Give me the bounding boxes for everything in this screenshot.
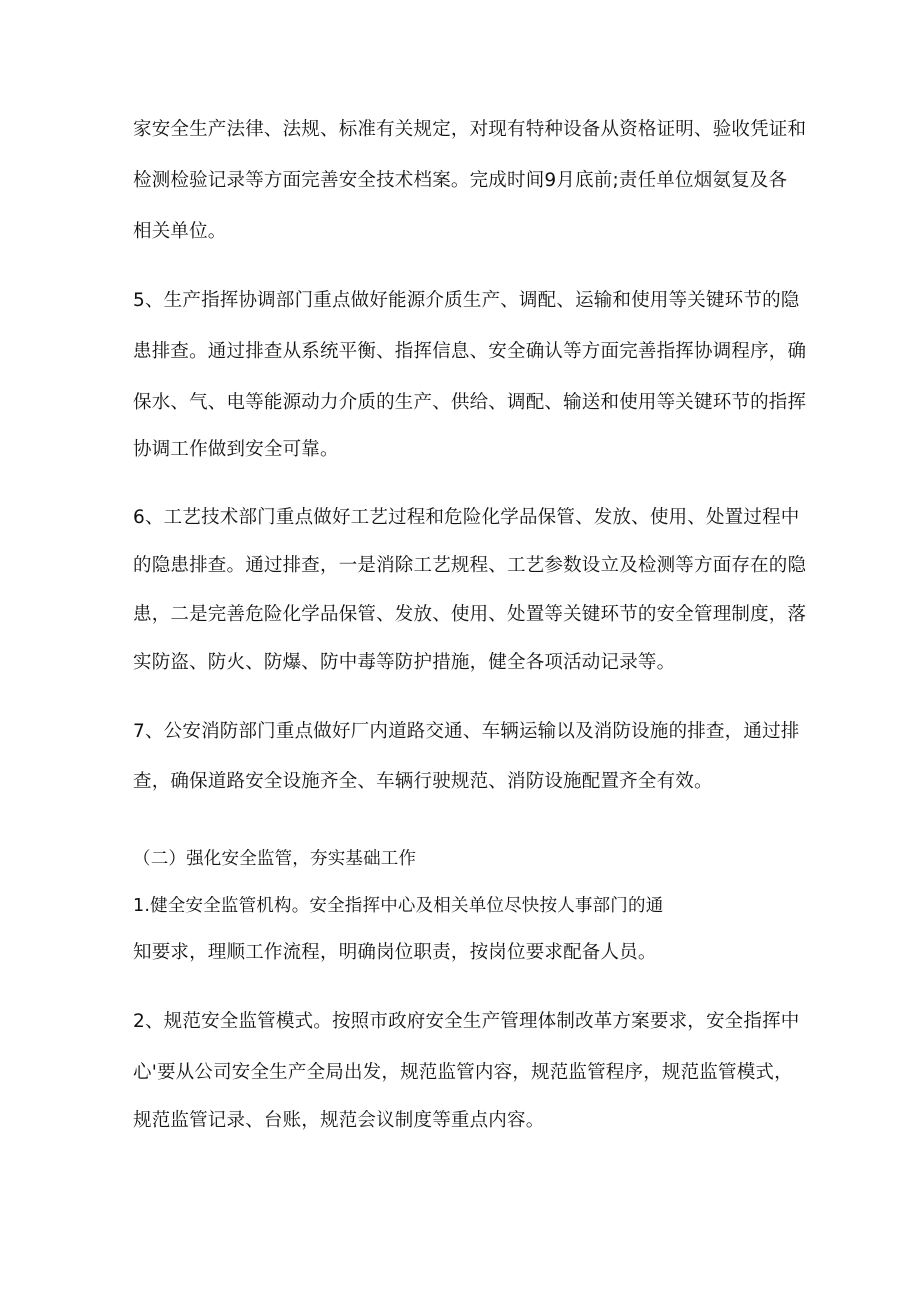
paragraph-5-line-1: 5、生产指挥协调部门重点做好能源介质生产、调配、运输和使用等关键环节的隐: [133, 290, 800, 311]
paragraph-4-line-1: 家安全生产法律、法规、标准有关规定，对现有特种设备从资格证明、验收凭证和: [133, 119, 807, 140]
paragraph-6-line-1: 6、工艺技术部门重点做好工艺过程和危险化学品保管、发放、使用、处置过程中: [133, 507, 800, 528]
paragraph-5-line-4: 协调工作做到安全可靠。: [133, 439, 339, 460]
paragraph-6-line-4: 实防盗、防火、防爆、防中毒等防护措施，健全各项活动记录等。: [133, 652, 676, 673]
paragraph-5-line-3: 保水、气、电等能源动力介质的生产、供给、调配、输送和使用等关键环节的指挥: [133, 392, 807, 413]
item-2-line-3: 规范监管记录、台账，规范会议制度等重点内容。: [133, 1110, 545, 1131]
item-2-line-2: 心'要从公司安全生产全局出发，规范监管内容，规范监管程序，规范监管模式，: [133, 1062, 793, 1083]
section-heading: （二）强化安全监管，夯实基础工作: [133, 849, 417, 869]
paragraph-5-line-2: 患排查。通过排查从系统平衡、指挥信息、安全确认等方面完善指挥协调程序，确: [133, 341, 807, 362]
paragraph-4-line-3: 相关单位。: [133, 221, 227, 242]
paragraph-6-line-3: 患，二是完善危险化学品保管、发放、使用、处置等关键环节的安全管理制度，落: [133, 604, 807, 625]
item-1-line-1: 1.健全安全监管机构。安全指挥中心及相关单位尽快按人事部门的通: [133, 896, 664, 916]
item-1-line-2: 知要求，理顺工作流程，明确岗位职责，按岗位要求配备人员。: [133, 942, 657, 963]
paragraph-4-line-2: 检测检验记录等方面完善安全技术档案。完成时间9月底前;责任单位烟氨复及各: [133, 170, 788, 191]
paragraph-7-line-1: 7、公安消防部门重点做好厂内道路交通、车辆运输以及消防设施的排查，通过排: [133, 721, 800, 742]
item-2-line-1: 2、规范安全监管模式。按照市政府安全生产管理体制改革方案要求，安全指挥中: [133, 1011, 800, 1032]
paragraph-6-line-2: 的隐患排查。通过排查，一是消除工艺规程、工艺参数设立及检测等方面存在的隐: [133, 555, 807, 576]
paragraph-7-line-2: 查，确保道路安全设施齐全、车辆行驶规范、消防设施配置齐全有效。: [133, 771, 713, 792]
